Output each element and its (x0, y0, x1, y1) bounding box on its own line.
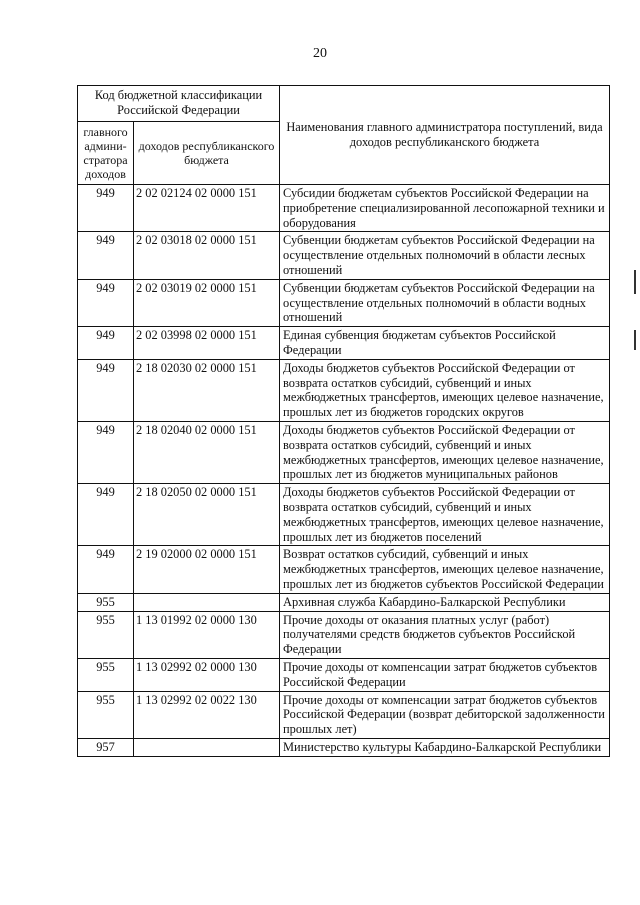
revenue-name-cell: Субсидии бюджетам субъектов Российской Федерации на приобретение специализированной лесопожарной техники и оборудования (280, 185, 610, 232)
table-row (78, 691, 610, 738)
table-row (78, 484, 610, 546)
admin-code-cell: 955 (78, 691, 134, 738)
table-row (78, 546, 610, 593)
revenue-name-cell: Единая субвенция бюджетам субъектов Российской Федерации (280, 327, 610, 360)
revenue-code-cell: 2 18 02030 02 0000 151 (134, 359, 280, 421)
scan-edge-mark (634, 270, 636, 294)
header-admin-column: главного админи-стратора доходов (78, 122, 134, 185)
admin-code-cell: 955 (78, 658, 134, 691)
table-row (78, 327, 610, 360)
admin-code-cell: 949 (78, 279, 134, 326)
revenue-name-cell: Возврат остатков субсидий, субвенций и иных межбюджетных трансфертов, имеющих целевое назначение, прошлых лет из бюджетов субъектов Российской Федерации (280, 546, 610, 593)
revenue-code-cell: 1 13 02992 02 0000 130 (134, 658, 280, 691)
table-header (78, 86, 610, 185)
revenue-code-cell: 1 13 02992 02 0022 130 (134, 691, 280, 738)
header-name-column: Наименования главного администратора поступлений, вида доходов республиканского бюджета (280, 86, 610, 185)
table-row (78, 232, 610, 279)
table-body (78, 185, 610, 757)
table-row (78, 421, 610, 483)
admin-code-cell: 949 (78, 232, 134, 279)
revenue-code-cell: 2 02 03998 02 0000 151 (134, 327, 280, 360)
revenue-code-cell: 2 02 03018 02 0000 151 (134, 232, 280, 279)
table-row (78, 185, 610, 232)
revenue-name-cell: Министерство культуры Кабардино-Балкарской Республики (280, 738, 610, 756)
table-row (78, 738, 610, 756)
revenue-code-cell (134, 738, 280, 756)
revenue-name-cell: Доходы бюджетов субъектов Российской Федерации от возврата остатков субсидий, субвенций и иных межбюджетных трансфертов, имеющих целевое назначение, прошлых лет из бюджетов поселений (280, 484, 610, 546)
admin-code-cell: 955 (78, 593, 134, 611)
revenue-name-cell: Субвенции бюджетам субъектов Российской Федерации на осуществление отдельных полномочий в области лесных отношений (280, 232, 610, 279)
revenue-code-cell: 2 19 02000 02 0000 151 (134, 546, 280, 593)
revenue-code-cell: 1 13 01992 02 0000 130 (134, 611, 280, 658)
revenue-name-cell: Субвенции бюджетам субъектов Российской Федерации на осуществление отдельных полномочий в области водных отношений (280, 279, 610, 326)
revenue-code-cell (134, 593, 280, 611)
revenue-name-cell: Прочие доходы от компенсации затрат бюджетов субъектов Российской Федерации (возврат дебиторской задолженности прошлых лет) (280, 691, 610, 738)
table-row (78, 593, 610, 611)
scan-edge-mark (634, 330, 636, 350)
table-row (78, 279, 610, 326)
revenue-code-cell: 2 02 03019 02 0000 151 (134, 279, 280, 326)
revenue-name-cell: Архивная служба Кабардино-Балкарской Республики (280, 593, 610, 611)
revenue-code-cell: 2 18 02040 02 0000 151 (134, 421, 280, 483)
header-classification-group: Код бюджетной классификации Российской Федерации (78, 86, 280, 122)
admin-code-cell: 949 (78, 484, 134, 546)
admin-code-cell: 949 (78, 421, 134, 483)
revenue-code-cell: 2 18 02050 02 0000 151 (134, 484, 280, 546)
admin-code-cell: 949 (78, 546, 134, 593)
table-row (78, 658, 610, 691)
revenue-code-cell: 2 02 02124 02 0000 151 (134, 185, 280, 232)
admin-code-cell: 957 (78, 738, 134, 756)
revenue-name-cell: Доходы бюджетов субъектов Российской Федерации от возврата остатков субсидий, субвенций и иных межбюджетных трансфертов, имеющих целевое назначение, прошлых лет из бюджетов муниципальных районов (280, 421, 610, 483)
revenue-name-cell: Прочие доходы от оказания платных услуг (работ) получателями средств бюджетов субъектов Российской Федерации (280, 611, 610, 658)
revenue-name-cell: Прочие доходы от компенсации затрат бюджетов субъектов Российской Федерации (280, 658, 610, 691)
table-row (78, 359, 610, 421)
page-number: 20 (313, 46, 327, 61)
admin-code-cell: 949 (78, 359, 134, 421)
admin-code-cell: 949 (78, 185, 134, 232)
admin-code-cell: 955 (78, 611, 134, 658)
budget-classification-table (77, 85, 610, 757)
header-code-column: доходов республиканского бюджета (134, 122, 280, 185)
admin-code-cell: 949 (78, 327, 134, 360)
table-row (78, 611, 610, 658)
revenue-name-cell: Доходы бюджетов субъектов Российской Федерации от возврата остатков субсидий, субвенций и иных межбюджетных трансфертов, имеющих целевое назначение, прошлых лет из бюджетов городских округов (280, 359, 610, 421)
